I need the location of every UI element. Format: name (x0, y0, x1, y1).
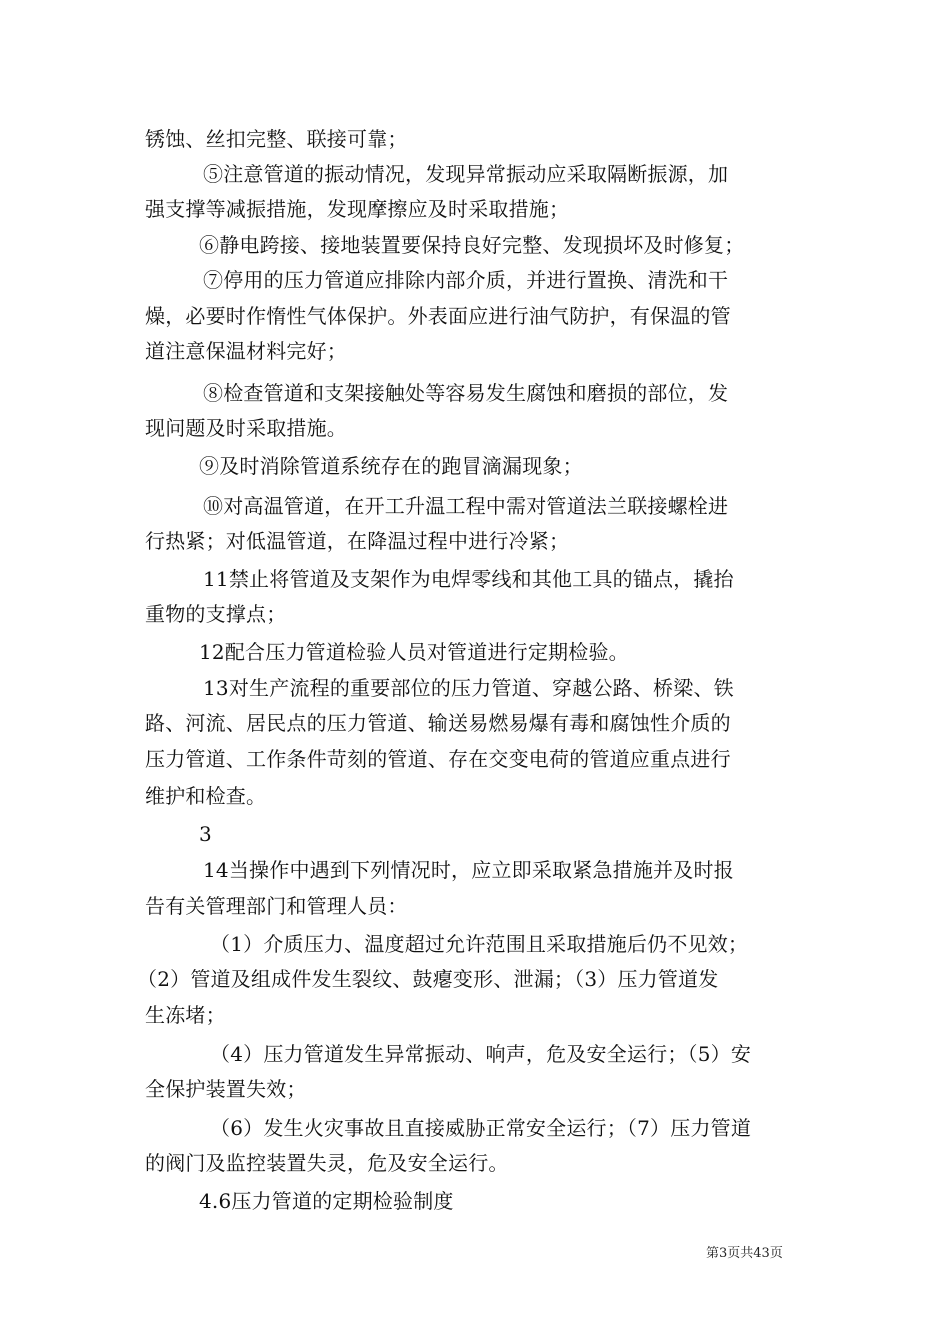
text-line: 强支撑等减振措施，发现摩擦应及时采取措施； (145, 197, 570, 221)
text-line: 燥，必要时作惰性气体保护。外表面应进行油气防护，有保温的管 (145, 304, 731, 328)
text-line: 全保护装置失效； (145, 1077, 307, 1101)
text-line: 的阀门及监控装置失灵，危及安全运行。 (145, 1151, 509, 1175)
text-line: ⑤注意管道的振动情况，发现异常振动应采取隔断振源，加 (203, 162, 729, 186)
text-line: 13对生产流程的重要部位的压力管道、穿越公路、桥梁、铁 (203, 676, 734, 700)
text-line: 维护和检查。 (145, 784, 267, 808)
text-line: 12配合压力管道检验人员对管道进行定期检验。 (199, 640, 629, 664)
page-marker: 3 (199, 822, 212, 846)
section-heading: 4.6压力管道的定期检验制度 (199, 1189, 454, 1213)
text-line: 14当操作中遇到下列情况时，应立即采取紧急措施并及时报 (203, 858, 734, 882)
text-line: 现问题及时采取措施。 (145, 416, 347, 440)
text-line: 重物的支撑点； (145, 602, 287, 626)
text-line: ⑧检查管道和支架接触处等容易发生腐蚀和磨损的部位，发 (203, 381, 729, 405)
text-line: ⑩对高温管道，在开工升温工程中需对管道法兰联接螺栓进 (203, 494, 729, 518)
text-line: 生冻堵； (145, 1003, 226, 1027)
text-line: ⑦停用的压力管道应排除内部介质，并进行置换、清洗和干 (203, 268, 729, 292)
text-line: 告有关管理部门和管理人员： (145, 894, 408, 918)
page-footer: 第3页共43页 (706, 1246, 783, 1261)
text-line: （1）介质压力、温度超过允许范围且采取措施后仍不见效； (210, 932, 749, 956)
text-line: （6）发生火灾事故且直接威胁正常安全运行；（7）压力管道 (210, 1116, 752, 1140)
text-line: 行热紧；对低温管道，在降温过程中进行冷紧； (145, 529, 570, 553)
text-line: 道注意保温材料完好； (145, 339, 347, 363)
text-line: （4）压力管道发生异常振动、响声，危及安全运行；（5）安 (210, 1042, 752, 1066)
text-line: （2）管道及组成件发生裂纹、鼓瘪变形、泄漏；（3）压力管道发 (137, 967, 719, 991)
text-line: ⑨及时消除管道系统存在的跑冒滴漏现象； (199, 454, 583, 478)
text-line: 压力管道、工作条件苛刻的管道、存在交变电荷的管道应重点进行 (145, 747, 731, 771)
text-line: 锈蚀、丝扣完整、联接可靠； (145, 127, 408, 151)
text-line: 11禁止将管道及支架作为电焊零线和其他工具的锚点，撬抬 (203, 567, 734, 591)
text-line: 路、河流、居民点的压力管道、输送易燃易爆有毒和腐蚀性介质的 (145, 711, 731, 735)
text-line: ⑥静电跨接、接地装置要保持良好完整、发现损坏及时修复； (199, 233, 745, 257)
